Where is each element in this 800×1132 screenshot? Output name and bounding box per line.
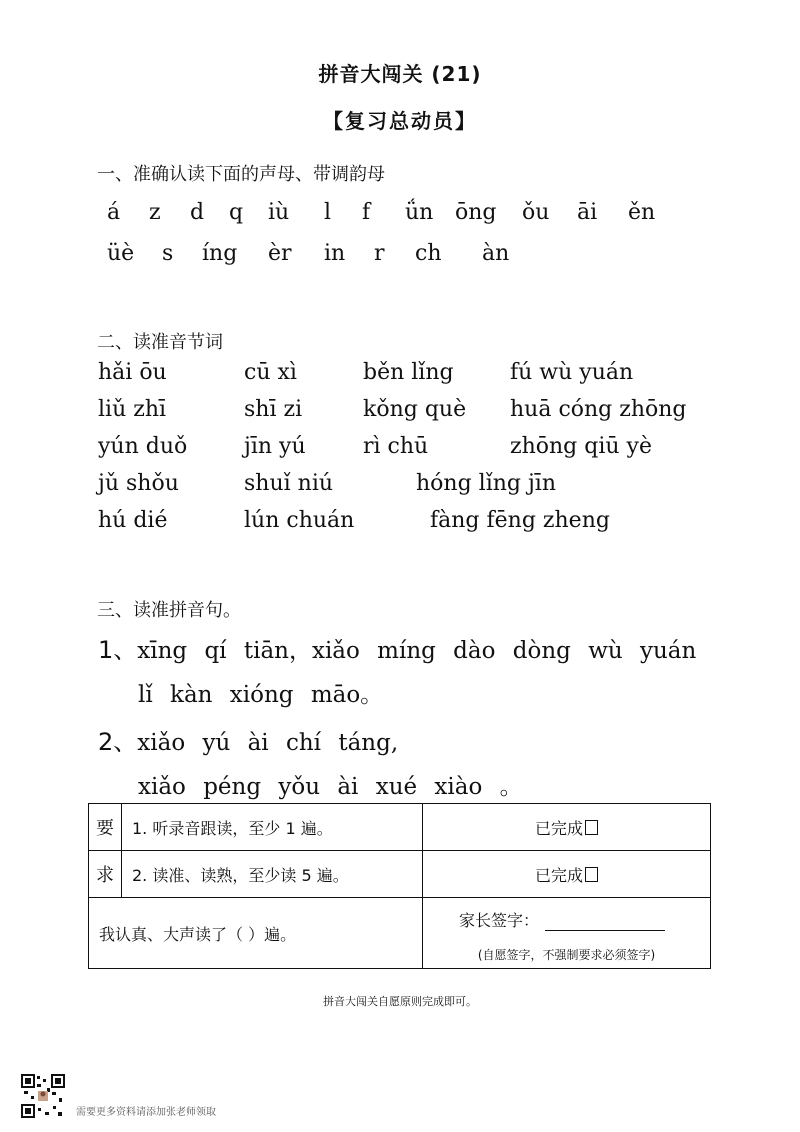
word-item: lún chuán (244, 508, 355, 533)
task-1: 1. 听录音跟读，至少 1 遍。 (122, 804, 423, 851)
word-item: rì chū (363, 434, 429, 459)
section1-row2 (0, 241, 800, 271)
checkbox-icon[interactable] (585, 820, 598, 835)
pinyin-item: ch (415, 241, 442, 266)
sentence-1-text: xīng qí tiān，xiǎo míng dào dòng wù yuán (137, 638, 697, 664)
sentence-2-number: 2、 (98, 728, 138, 756)
sentence-2-text: xiǎo yú ài chí táng, (137, 730, 399, 756)
signature-line[interactable] (545, 912, 665, 931)
parent-signature-label: 家长签字： (459, 908, 665, 931)
sentence-1-number: 1、 (98, 636, 138, 664)
requirement-char: 要 (89, 804, 122, 851)
pinyin-item: èr (268, 241, 292, 266)
section2-row (0, 508, 800, 538)
pinyin-item: q (229, 200, 244, 225)
sentence-2-line-1 (98, 722, 398, 757)
pinyin-item: z (149, 200, 161, 225)
requirement-char: 求 (89, 851, 122, 898)
word-item: shī zi (244, 397, 303, 422)
word-item: jīn yú (244, 434, 306, 459)
word-item: huā cóng zhōng (510, 397, 687, 422)
pinyin-item: ěn (628, 200, 656, 225)
section2-row (0, 397, 800, 427)
read-count-field[interactable]: 我认真、大声读了（ ）遍。 (89, 898, 423, 969)
word-item: liǔ zhī (98, 397, 167, 422)
section1-heading: 一、准确认读下面的声母、带调韵母 (97, 164, 385, 185)
word-item: fàng fēng zheng (430, 508, 610, 533)
done-label: 已完成 (534, 865, 583, 885)
word-item: yún duǒ (98, 434, 188, 459)
requirements-table (88, 803, 711, 969)
pinyin-item: s (162, 241, 174, 266)
word-item: fú wù yuán (510, 360, 634, 385)
sentence-1-line-2: lǐ kàn xióng māo。 (138, 682, 384, 708)
pinyin-item: āi (577, 200, 598, 225)
section2-row (0, 434, 800, 464)
signature-note: (自愿签字，不强制要求必须签字) (477, 948, 656, 962)
parent-signature-cell[interactable] (423, 898, 711, 969)
checkbox-icon[interactable] (585, 867, 598, 882)
bottom-note: 需要更多资料请添加张老师领取 (76, 1107, 216, 1118)
word-item: hú dié (98, 508, 168, 533)
word-item: zhōng qiū yè (510, 434, 652, 459)
section3-heading: 三、读准拼音句。 (97, 600, 241, 621)
word-item: běn lǐng (363, 360, 454, 385)
task-1-status[interactable] (423, 804, 711, 851)
word-item: kǒng què (363, 397, 467, 422)
sentence-1-line-1 (98, 630, 696, 665)
pinyin-item: in (324, 241, 346, 266)
word-item: jǔ shǒu (98, 471, 179, 496)
section2-heading: 二、读准音节词 (97, 332, 223, 353)
pinyin-item: l (324, 200, 332, 225)
section1-row1 (0, 200, 800, 230)
task-2: 2. 读准、读熟，至少读 5 遍。 (122, 851, 423, 898)
pinyin-item: f (362, 200, 371, 225)
pinyin-item: ōng (455, 200, 497, 225)
pinyin-item: á (107, 200, 121, 225)
page-subtitle: 【复习总动员】 (323, 109, 477, 133)
sentence-2-line-2: xiǎo péng yǒu ài xué xiào 。 (138, 774, 523, 800)
word-item: hóng lǐng jīn (416, 471, 557, 496)
pinyin-item: iù (268, 200, 290, 225)
pinyin-item: r (374, 241, 385, 266)
done-label: 已完成 (534, 818, 583, 838)
pinyin-item: ǒu (522, 200, 550, 225)
section2-row (0, 471, 800, 501)
word-item: hǎi ōu (98, 360, 167, 385)
pinyin-item: íng (202, 241, 238, 266)
page-title: 拼音大闯关 (21) (318, 62, 482, 86)
task-2-status[interactable] (423, 851, 711, 898)
section2-row (0, 360, 800, 390)
pinyin-item: üè (107, 241, 135, 266)
pinyin-item: d (190, 200, 205, 225)
pinyin-item: àn (482, 241, 510, 266)
pinyin-item: ǘn (405, 200, 434, 225)
word-item: cū xì (244, 360, 297, 385)
qr-code-icon (21, 1074, 65, 1118)
word-item: shuǐ niú (244, 471, 334, 496)
footnote: 拼音大闯关自愿原则完成即可。 (323, 995, 477, 1008)
